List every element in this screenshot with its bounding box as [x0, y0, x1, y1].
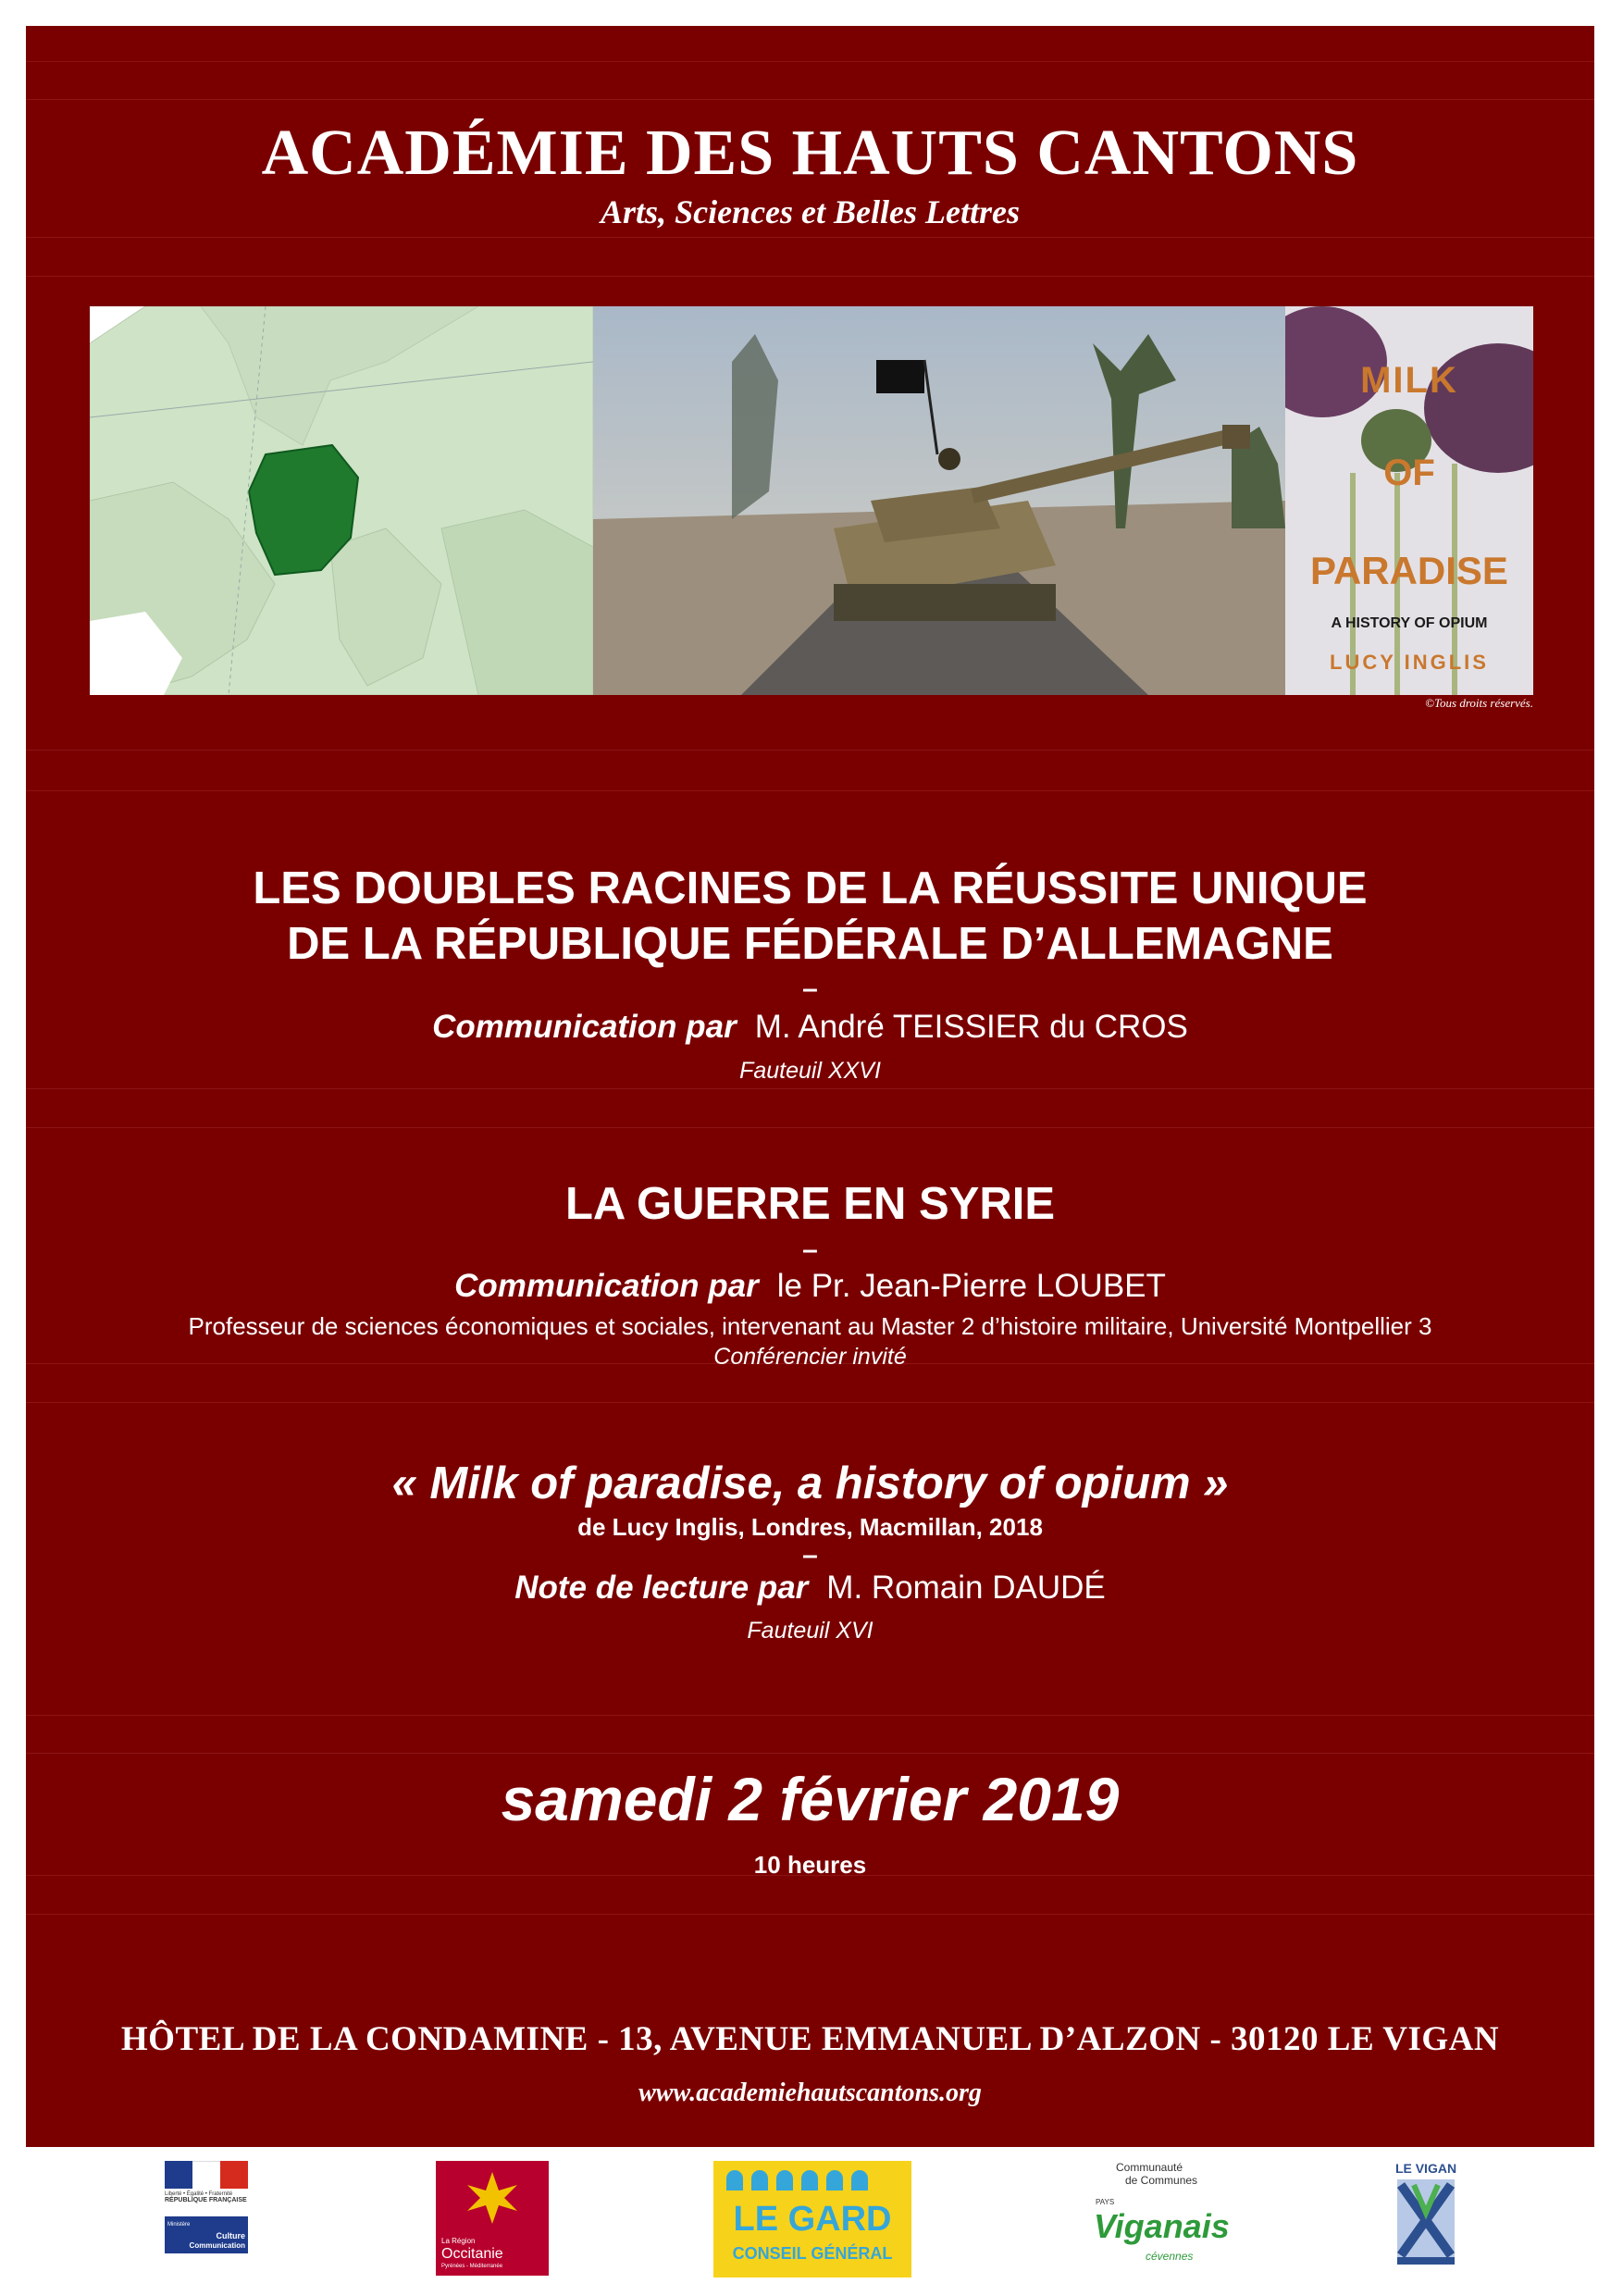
talk2-title: LA GUERRE EN SYRIE	[564, 1179, 1056, 1229]
occitan-cross-icon	[436, 2161, 549, 2235]
viganais-line3: PAYS	[1096, 2198, 1115, 2206]
occitanie-tagline: Pyrénées - Méditerranée	[441, 2264, 503, 2269]
talk3-speaker: M. Romain DAUDÉ	[826, 1570, 1106, 1606]
talk2-speaker: le Pr. Jean-Pierre LOUBET	[776, 1268, 1166, 1304]
talk1-dash: –	[802, 974, 818, 1004]
image-banner	[90, 306, 1533, 695]
gard-figures-icon	[726, 2170, 868, 2191]
website-link[interactable]: www.academiehautscantons.org	[638, 2079, 982, 2107]
republique-motto: Liberté • Égalité • Fraternité	[165, 2191, 233, 2197]
talk2-dash: –	[802, 1235, 818, 1265]
republique-name: RÉPUBLIQUE FRANÇAISE	[165, 2197, 247, 2203]
book-title-line3: PARADISE	[1310, 549, 1508, 592]
le-gard-logo	[713, 2161, 911, 2277]
occitanie-logo	[436, 2161, 549, 2276]
syria-tank-photo	[593, 306, 1285, 695]
viganais-line2: de Communes	[1125, 2174, 1198, 2187]
event-time: 10 heures	[753, 1851, 867, 1879]
talk3-reference: de Lucy Inglis, Londres, Macmillan, 2018	[577, 1513, 1043, 1541]
ministry-label: Ministère	[167, 2222, 191, 2228]
copyright-note: ©Tous droits réservés.	[1425, 696, 1533, 710]
gard-line2: CONSEIL GÉNÉRAL	[732, 2244, 893, 2263]
occitanie-name: Occitanie	[441, 2246, 503, 2262]
talk3-byline	[26, 1570, 1594, 1607]
occitanie-small: La Région	[441, 2237, 476, 2245]
book-title-line1: MILK	[1360, 360, 1458, 401]
event-date: samedi 2 février 2019	[501, 1765, 1120, 1833]
page-title: ACADÉMIE DES HAUTS CANTONS	[261, 118, 1359, 189]
viganais-name: Viganais	[1094, 2207, 1230, 2245]
book-author: LUCY INGLIS	[1330, 651, 1489, 674]
viganais-logo	[1088, 2161, 1230, 2277]
talk2-by-label: Communication par	[454, 1268, 759, 1304]
talk1-speaker: M. André TEISSIER du CROS	[754, 1009, 1188, 1045]
talk3-title: « Milk of paradise, a history of opium »	[391, 1458, 1229, 1508]
venue-address: HÔTEL DE LA CONDAMINE - 13, AVENUE EMMANUEL D’ALZON - 30120 LE VIGAN	[120, 2020, 1500, 2058]
culture-line2: Communication	[189, 2241, 245, 2250]
talk2-description: Professeur de sciences économiques et sociales, intervenant au Master 2 d’histoire militaire, Université Montpellier 3	[188, 1312, 1432, 1340]
talk3-by-label: Note de lecture par	[514, 1570, 809, 1606]
gard-line1: LE GARD	[733, 2200, 892, 2239]
talk2-role: Conférencier invité	[713, 1344, 907, 1370]
talk1-byline	[26, 1009, 1594, 1046]
europe-map-image	[90, 306, 593, 695]
poster	[26, 26, 1594, 2147]
page-subtitle: Arts, Sciences et Belles Lettres	[601, 193, 1020, 230]
talk3-dash: –	[802, 1540, 818, 1570]
le-vigan-crest-icon	[1394, 2176, 1458, 2268]
talk1-title-line2: DE LA RÉPUBLIQUE FÉDÉRALE D’ALLEMAGNE	[287, 919, 1333, 969]
talk1-by-label: Communication par	[432, 1009, 737, 1045]
talk1-seat: Fauteuil XXVI	[739, 1058, 881, 1084]
talk1-title-line1: LES DOUBLES RACINES DE LA RÉUSSITE UNIQUE	[253, 863, 1368, 913]
talk3-seat: Fauteuil XVI	[747, 1618, 873, 1644]
republique-francaise-logo	[165, 2161, 248, 2272]
viganais-region: cévennes	[1146, 2250, 1194, 2263]
book-title-line2: OF	[1383, 453, 1435, 493]
culture-line1: Culture	[216, 2231, 245, 2240]
le-vigan-logo	[1394, 2161, 1458, 2277]
viganais-line1: Communauté	[1116, 2161, 1183, 2174]
talk2-byline	[26, 1268, 1594, 1305]
book-subtitle: A HISTORY OF OPIUM	[1331, 615, 1488, 631]
le-vigan-name: LE VIGAN	[1394, 2161, 1457, 2176]
book-cover-image	[1285, 306, 1533, 695]
